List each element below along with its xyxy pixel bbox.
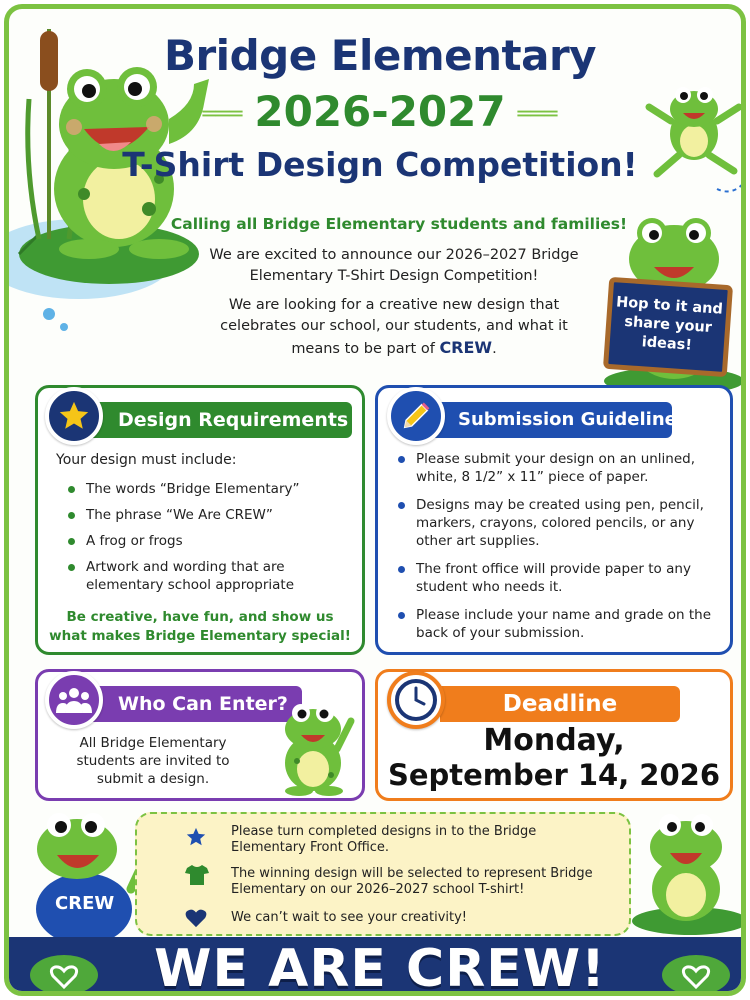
- shirt-text: CREW: [55, 893, 115, 914]
- list-item: [60, 558, 350, 594]
- bullet-icon: [68, 538, 75, 545]
- intro-paragraph-2-end: .: [492, 341, 497, 357]
- pencil-icon: [399, 399, 433, 433]
- deadline-title: Deadline: [440, 686, 680, 722]
- heart-icon: [185, 908, 207, 928]
- clock-badge: [387, 671, 445, 729]
- intro-paragraph-2: [194, 295, 594, 360]
- list-item-text: The front office will provide paper to any student who needs it.: [416, 561, 691, 595]
- list-item: [390, 560, 720, 596]
- design-requirements-lead: Your design must include:: [56, 452, 237, 468]
- hop-sign-text: Hop to it and share your ideas!: [615, 294, 724, 354]
- list-item-text: Designs may be created using pen, pencil, markers, crayons, colored pencils, or any other art supplies.: [416, 497, 704, 549]
- list-item: [60, 532, 350, 550]
- hop-sign: [603, 277, 733, 377]
- bullet-icon: [398, 612, 405, 619]
- bullet-icon: [68, 486, 75, 493]
- value-responsible: [221, 991, 317, 996]
- school-title: Bridge Elementary: [163, 31, 597, 80]
- submission-guidelines-title: Submission Guidelines: [422, 402, 672, 438]
- bullet-icon: [68, 512, 75, 519]
- competition-title: T-Shirt Design Competition!: [122, 145, 638, 184]
- people-badge: [45, 671, 103, 729]
- pencil-badge: [387, 387, 445, 445]
- list-item: [390, 606, 720, 642]
- design-requirements-list: [60, 480, 350, 602]
- footer-slogan: WE ARE CREW!: [154, 939, 606, 996]
- intro-text: [194, 245, 594, 368]
- who-can-enter-title: Who Can Enter?: [82, 686, 302, 722]
- list-item: [60, 506, 350, 524]
- sparkle-right-icon: ═══: [517, 102, 558, 127]
- bullet-icon: [398, 566, 405, 573]
- tshirt-icon: [185, 864, 209, 886]
- star-icon: [185, 826, 207, 848]
- note-2: The winning design will be selected to represent Bridge Elementary on our 2026–2027 school T-shirt!: [231, 866, 593, 897]
- flyer: [4, 4, 746, 996]
- list-item-text: The words “Bridge Elementary”: [86, 481, 300, 497]
- list-item-text: Artwork and wording that are elementary school appropriate: [86, 559, 295, 593]
- footer-values: [9, 991, 746, 996]
- list-item-text: Please include your name and grade on the back of your submission.: [416, 607, 712, 641]
- years-title: [9, 87, 746, 136]
- intro-paragraph-2-lead: We are looking for a creative new design that celebrates our school, our students, and what it means to be part of: [220, 297, 568, 357]
- notes-box: [135, 812, 631, 936]
- intro-paragraph-1: We are excited to announce our 2026–2027 Bridge Elementary T-Shirt Design Competition!: [209, 247, 579, 284]
- calling-heading: Calling all Bridge Elementary students and families!: [170, 215, 628, 233]
- star-icon: [57, 399, 91, 433]
- crew-word: CREW: [439, 338, 493, 357]
- design-requirements-title: Design Requirements: [82, 402, 352, 438]
- design-requirements-closing: Be creative, have fun, and show us what makes Bridge Elementary special!: [49, 609, 351, 644]
- years-text: 2026-2027: [254, 87, 506, 136]
- value-separator: [448, 991, 457, 996]
- list-item-text: A frog or frogs: [86, 533, 183, 549]
- list-item-text: Please submit your design on an unlined, white, 8 1/2” x 11” piece of paper.: [416, 451, 696, 485]
- value-respectful: [351, 991, 435, 996]
- who-can-enter-text: All Bridge Elementary students are invited to submit a design.: [76, 735, 230, 787]
- list-item: [390, 496, 720, 550]
- value-resilient: [470, 991, 539, 996]
- lilypad-frog-illustration: [624, 809, 746, 939]
- list-item: [390, 450, 720, 486]
- sparkle-left-icon: ═══: [202, 102, 243, 127]
- note-1: Please turn completed designs in to the Bridge Elementary Front Office.: [231, 824, 537, 855]
- bullet-icon: [68, 564, 75, 571]
- bullet-icon: [398, 502, 405, 509]
- bullet-icon: [398, 456, 405, 463]
- list-item-text: The phrase “We Are CREW”: [86, 507, 273, 523]
- note-3: We can’t wait to see your creativity!: [231, 910, 468, 925]
- submission-guidelines-list: [390, 450, 720, 650]
- deadline-day: Monday,: [483, 723, 625, 758]
- people-icon: [56, 685, 92, 715]
- star-badge: [45, 387, 103, 445]
- list-item: [60, 480, 350, 498]
- deadline-date: September 14, 2026: [387, 758, 721, 792]
- clock-icon: [394, 678, 438, 722]
- waving-frog-illustration: [271, 701, 361, 797]
- value-separator: [329, 991, 338, 996]
